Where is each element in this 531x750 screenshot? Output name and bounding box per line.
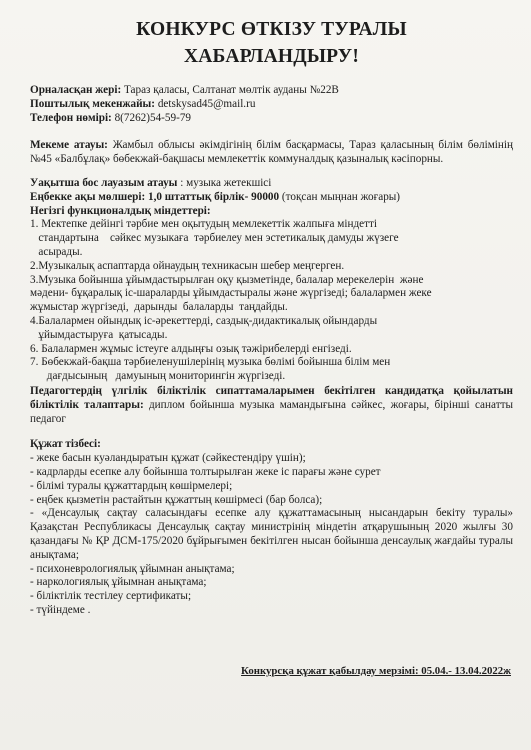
duty-line: дағдысының дамуының мониторингін жүргізеді. [30,370,286,383]
documents-block [30,438,513,617]
salary-row [30,191,513,205]
org-label: Мекеме атауы: [30,139,108,152]
duty-line: мәдени- бұқаралық іс-шараларды ұйымдастыралы және жүргізеді; балалармен жеке [30,287,432,300]
document-item: - психоневрологиялық ұйымнан анықтама; [30,562,235,575]
phone-row [30,112,513,126]
location-row [30,84,513,98]
email-label: Поштылық мекенжайы: [30,97,156,110]
phone-label: Телефон нөмірі: [30,111,112,124]
duty-line: 3.Музыка бойынша ұйымдастырылған оқу қызметінде, балалар мерекелерін және [30,273,424,286]
position-value: : музыка жетекшісі [177,176,272,189]
salary-label: Еңбекке ақы мөлшері [30,190,142,203]
page-title [30,16,513,70]
org-value: Жамбыл облысы әкімдігінің білім басқармасы, Тараз қаласының білім бөлімінің №45 «Балбұлақ» бөбекжай-бақшасы мемлекеттік коммуналдық қазыналық кәсіпорны. [30,139,513,166]
qualification-label: Педагогтердің үлгілік біліктілік сипаттамаларымен бекітілген кандидатқа қойылатын біліктілік талаптары: [30,384,513,411]
qualification-block [30,385,513,426]
document-item: - білімі туралы құжаттардың көшірмелері; [30,479,233,492]
salary-text: (тоқсан мыңнан жоғары) [279,190,401,203]
duty-line: стандартына сәйкес музыкаға тәрбиелеу мен эстетикалық дамуды жүзеге [30,232,399,245]
location-value: Тараз қаласы, Салтанат мөлтік ауданы №22В [121,84,339,96]
contacts-block [30,84,513,125]
duty-line: 2.Музыкалық аспаптарда ойнаудың техникасын шебер меңгерген. [30,259,345,272]
duty-line: жұмыстар жүргізеді, дарынды балаларды таңдайды. [30,301,288,314]
document-item: - жеке басын куәландыратын құжат (сәйкестендіру үшін); [30,452,306,465]
document-item: - түйіндеме . [30,603,91,616]
title-line-2: ХАБАРЛАНДЫРУ! [183,46,360,67]
duty-line: 1. Мектепке дейінгі тәрбие мен оқытудың мемлекеттік жалпыға міндетті [30,218,377,231]
document-item: - біліктілік тестілеу сертификаты; [30,590,192,603]
deadline-note: Конкурсқа құжат қабылдау мерзімі: 05.04.- 13.04.2022ж [241,665,511,677]
duties-label: Негізгі функционалдық міндеттері: [30,204,211,217]
document-item: - кадрларды есепке алу бойынша толтырылған жеке іс парағы және сурет [30,465,381,478]
location-label: Орналасқан жері: [30,84,122,96]
documents-label: Құжат тізбесі: [30,438,101,451]
document-item: - наркологиялық ұйымнан анықтама; [30,576,207,589]
duty-line: ұйымдастыруға қатысады. [30,328,168,341]
position-row [30,177,513,191]
document-item: - «Денсаулық сақтау саласындағы есепке алу құжаттамасының нысандарын бекіту туралы» Қазақстан Республикасы Денсаулық сақтау министрінің міндетін атқарушының 2020 жылғы 30 қазандағы № ҚР ДСМ-175/2020 бұйрығымен бекітілген нысан бойынша денсаулық жағдайы туралы анықтама; [30,507,513,561]
email-row [30,98,513,112]
title-line-1: КОНКУРС ӨТКІЗУ ТУРАЛЫ [136,19,407,40]
duty-line: 4.Балалармен ойындық іс-әрекеттерді, саздық-дидактикалық ойындарды [30,314,378,327]
position-label: Уақытша бос лауазым атауы [30,176,178,189]
org-block [30,139,513,167]
document-item: - еңбек қызметін растайтын құжаттың көшірмесі (бар болса); [30,493,323,506]
email-value: detskysad45@mail.ru [155,97,256,110]
duties-list [30,218,513,384]
qualification-value: диплом бойынша музыка мамандығына сәйкес, жоғары, бірінші санатты педагог [30,398,513,425]
duty-line: асырады. [30,245,83,258]
position-block [30,177,513,218]
documents-list [30,452,513,618]
salary-amount: : 1,0 штаттық бірлік- 90000 [141,190,280,203]
duty-line: 7. Бөбекжай-бақша тәрбиеленушілерінің музыка бөлімі бойынша білім мен [30,356,391,369]
duty-line: 6. Балалармен жұмыс істеуге алдыңғы озық тәжірибелерді енгізеді. [30,342,352,355]
phone-value: 8(7262)54-59-79 [111,111,192,124]
